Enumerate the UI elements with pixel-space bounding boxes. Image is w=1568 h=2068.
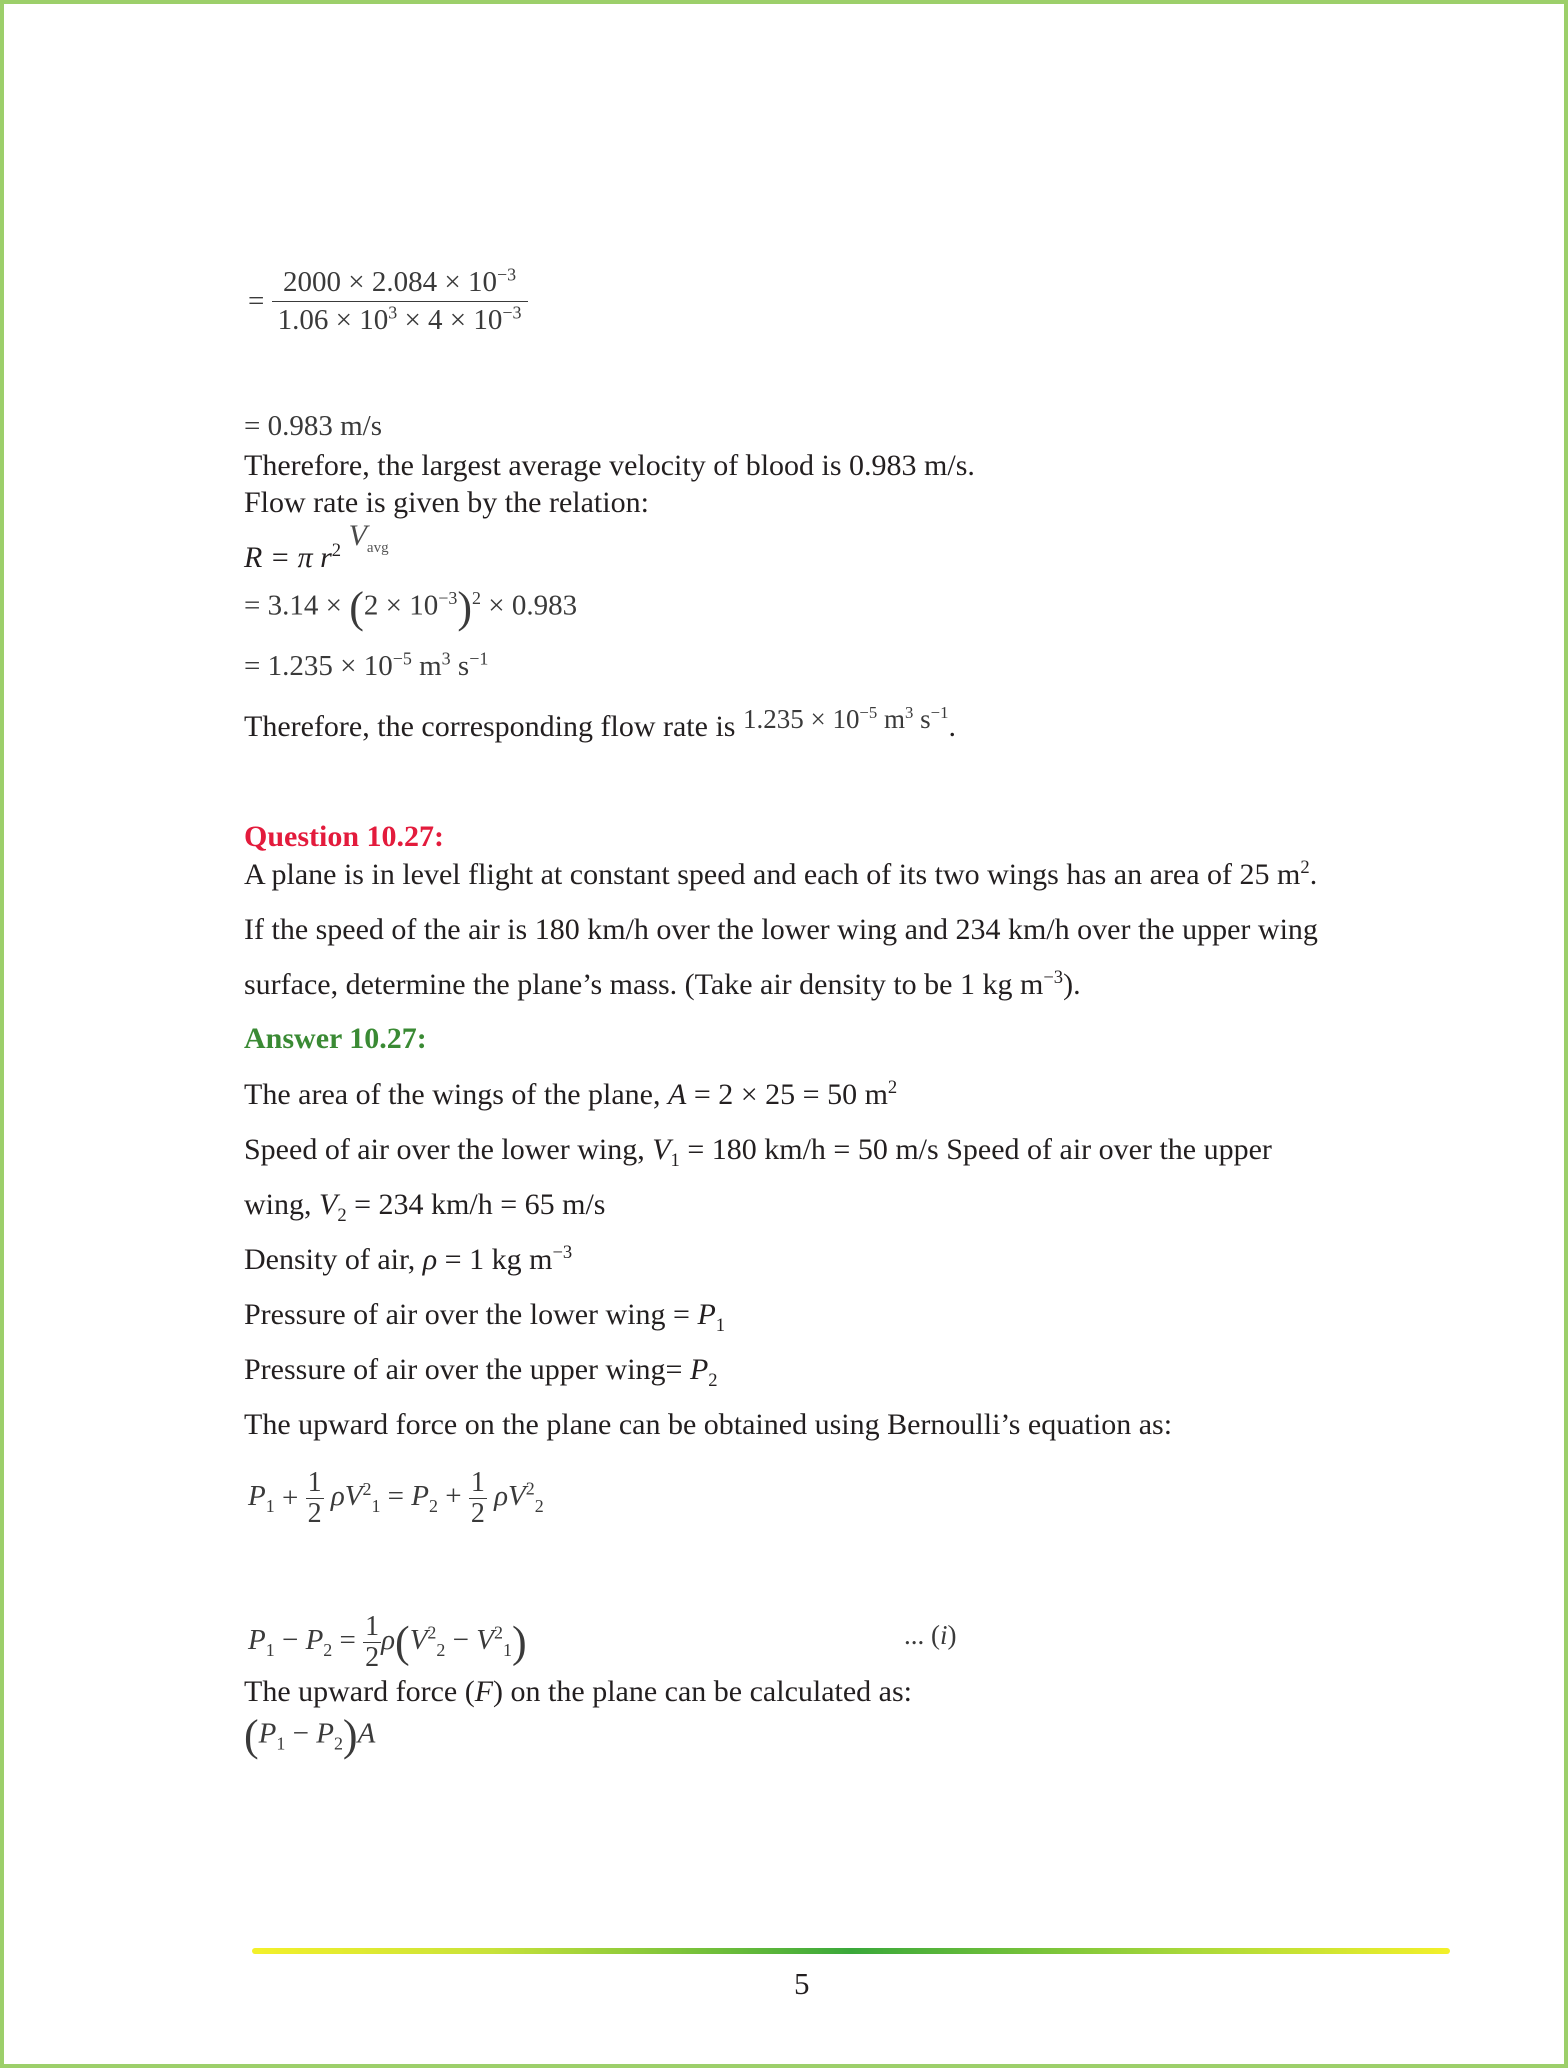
conclusion-flow <box>244 703 956 745</box>
speed-lower-text: Speed of air over the lower wing, <box>244 1133 653 1166</box>
eq1-rho-v1: ρV <box>330 1480 363 1513</box>
density-value: = 1 kg m <box>437 1243 553 1276</box>
density-var: ρ <box>422 1243 438 1276</box>
velocity-fraction <box>272 266 528 337</box>
eq1-half-2: $\frac{1}{2}$ <box>470 1467 485 1529</box>
force-var: F <box>474 1675 494 1708</box>
question-heading: Question 10.27: <box>244 820 445 853</box>
speed-upper-sub: 2 <box>337 1205 347 1226</box>
pressure-upper-var: P <box>689 1353 709 1386</box>
speed-lower-sub: 1 <box>670 1150 680 1171</box>
numerator-exponent: −3 <box>497 264 517 285</box>
flow-eq2-a: = 3.14 × <box>244 589 350 622</box>
eq2-rho: ρ <box>381 1624 396 1657</box>
flow-equation-2: = $3.14 \times (2 \times 10^{-3})^2 \times 0.983$ <box>244 583 578 632</box>
flow-eq-lhs: R = π r <box>244 541 332 574</box>
fraction-denominator-a: 1.06 × 10 <box>277 304 389 336</box>
eq1-half-1: $\frac{1}{2}$ <box>307 1467 322 1529</box>
conclusion-flow-exp: −5 <box>859 703 878 722</box>
pressure-lower-sub: 1 <box>715 1315 726 1336</box>
flow-eq-v: V <box>348 519 367 552</box>
velocity-result: = 0.983 m/s <box>244 410 383 442</box>
flow-eq2-inner: 2 × 10 <box>363 589 439 622</box>
eq1-p2: P <box>411 1480 429 1513</box>
speed-lower-value: = 180 km/h = 50 m/s Speed of air over the upper <box>679 1133 1272 1166</box>
eq1-rho-v2: ρV <box>494 1480 526 1513</box>
question-line-1 <box>244 857 1317 893</box>
answer-pressure-lower <box>244 1297 726 1336</box>
upward-force-equation: $(P_1 - P_2)A$ <box>244 1711 376 1760</box>
answer-speed-upper <box>244 1187 606 1226</box>
question-line-3-text: surface, determine the plane’s mass. (Take air density to be 1 kg m <box>244 968 1044 1001</box>
pressure-lower-text: Pressure of air over the lower wing = <box>244 1298 698 1331</box>
conclusion-flow-value: 1.235 × 10 <box>742 704 860 734</box>
flow-eq3-s: s <box>450 650 470 682</box>
flow-equation-1: R = π $r^2$ $V_{avg}$ <box>244 519 389 574</box>
area-var: A <box>668 1078 687 1111</box>
answer-area <box>244 1077 897 1113</box>
answer-density <box>244 1242 572 1278</box>
eq1-plus-2: + <box>437 1480 469 1513</box>
eq2-v1: V <box>476 1624 494 1657</box>
eq2-v2: V <box>409 1624 428 1657</box>
flow-eq3-unit: m <box>411 650 442 682</box>
answer-heading: Answer 10.27: <box>244 1022 427 1055</box>
force-eq-a: A <box>357 1717 376 1750</box>
eq2-equals: = <box>332 1624 364 1657</box>
flow-eq3-a: = 1.235 × 10 <box>244 650 393 682</box>
flow-eq-v-sub: avg <box>366 540 389 556</box>
footer-rule <box>252 1948 1450 1954</box>
page-number: 5 <box>794 1966 810 2001</box>
eq1-plus-1: + <box>274 1482 306 1514</box>
fraction-denominator-b: × 4 × 10 <box>397 304 503 336</box>
eq1-p1: P <box>248 1480 266 1513</box>
conclusion-flow-end: . <box>948 710 956 743</box>
pressure-lower-var: P <box>697 1298 716 1331</box>
area-text: The area of the wings of the plane, <box>244 1078 668 1111</box>
eq2-p2: P <box>305 1624 324 1657</box>
area-sup: 2 <box>887 1077 898 1098</box>
eq1-equals: = <box>380 1480 412 1513</box>
equation-reference: ... (i) <box>904 1620 957 1650</box>
eq2-half: $\frac{1}{2}$ <box>365 1611 380 1673</box>
velocity-fraction-equation: = $\frac{2000 \times 2.084 \times 10^{-3}}{1.06 \times 10^3 \times 4 \times 10^{-3}}$ <box>248 266 528 337</box>
speed-upper-value: = 234 km/h = 65 m/s <box>346 1188 606 1221</box>
density-sup: −3 <box>552 1242 573 1263</box>
question-line-1-text: A plane is in level flight at constant speed and each of its two wings has an area of 25 m <box>244 858 1301 891</box>
conclusion-flow-text: Therefore, the corresponding flow rate is <box>244 710 736 743</box>
question-line-3-end: ). <box>1063 968 1081 1001</box>
question-line-2: If the speed of the air is 180 km/h over the lower wing and 234 km/h over the upper wing <box>244 913 1318 946</box>
flow-rate-intro: Flow rate is given by the relation: <box>244 486 649 519</box>
bernoulli-equation-2: $P_1 - P_2$ = $\frac{1}{2}$ $\rho(V^2_2 - V^2_1)$ <box>248 1611 527 1673</box>
conclusion-flow-s: s <box>913 704 931 734</box>
density-text: Density of air, <box>244 1243 423 1276</box>
pressure-upper-text: Pressure of air over the upper wing= <box>244 1353 690 1386</box>
flow-eq3-s-exp: −1 <box>469 648 489 669</box>
answer-speed-lower <box>244 1132 1272 1171</box>
eq2-p1: P <box>248 1624 266 1657</box>
question-line-1-sup: 2 <box>1300 857 1310 878</box>
question-line-3 <box>244 967 1081 1003</box>
flow-eq3-unit-exp: 3 <box>441 648 451 669</box>
denominator-exponent-b: −3 <box>502 302 522 323</box>
conclusion-velocity: Therefore, the largest average velocity of blood is 0.983 m/s. <box>244 449 975 482</box>
bernoulli-intro: The upward force on the plane can be obtained using Bernoulli’s equation as: <box>244 1408 1173 1441</box>
eq2-minus: − <box>274 1624 306 1657</box>
denominator-exponent-a: 3 <box>388 302 398 323</box>
flow-eq2-b: × 0.983 <box>481 589 578 622</box>
speed-lower-var: V <box>652 1133 671 1166</box>
flow-equation-3 <box>244 650 488 683</box>
area-value: = 2 × 25 = 50 m <box>686 1078 888 1111</box>
question-line-1-end: . <box>1309 858 1318 891</box>
pressure-upper-sub: 2 <box>708 1370 718 1391</box>
flow-eq2-exp: −3 <box>438 588 458 608</box>
conclusion-flow-unit: m <box>877 704 906 734</box>
upward-force-intro: The upward force (F) on the plane can be calculated as: <box>244 1675 913 1708</box>
flow-eq3-exp: −5 <box>392 648 412 669</box>
bernoulli-equation-1: $P_1$ + $\frac{1}{2}$ $\rho V^2_1 = P_2$ + $\frac{1}{2}$ $\rho V^2_2$ <box>248 1467 544 1529</box>
fraction-numerator: 2000 × 2.084 × 10 <box>283 266 497 298</box>
eq1-p1-sub: 1 <box>265 1495 275 1516</box>
conclusion-flow-unit-exp: 3 <box>905 703 914 722</box>
conclusion-flow-s-exp: −1 <box>930 703 949 722</box>
answer-pressure-upper <box>244 1352 718 1391</box>
speed-upper-var: V <box>319 1188 338 1221</box>
question-line-3-sup: −3 <box>1043 967 1064 988</box>
speed-upper-text: wing, <box>244 1188 319 1221</box>
